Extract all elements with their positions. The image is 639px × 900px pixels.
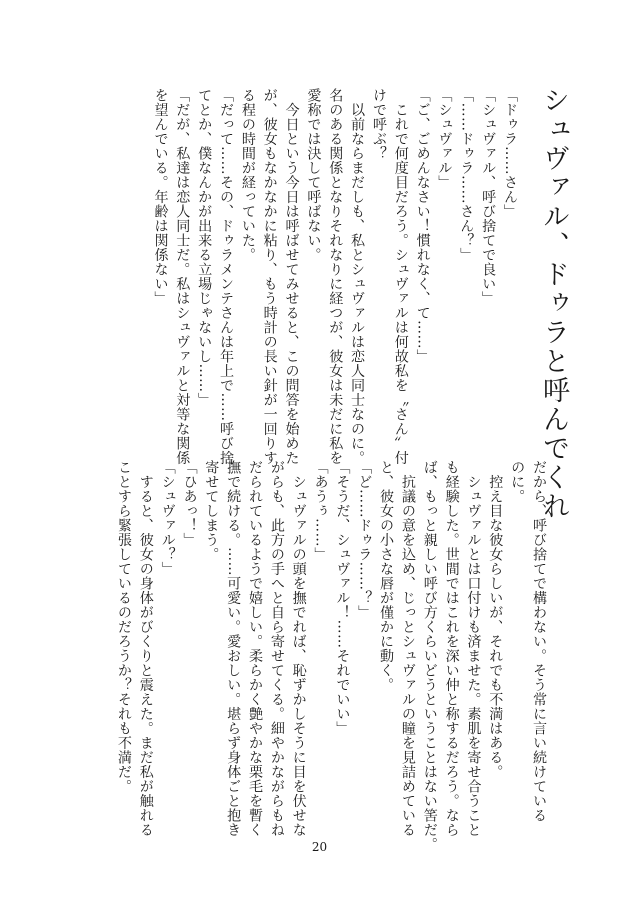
text-line: すると、彼女の身体がびくりと震えた。まだ私が触れる xyxy=(137,460,154,837)
text-line: 「シュヴァル、呼び捨てで良い」 xyxy=(480,88,497,306)
upper-text-block xyxy=(149,88,520,465)
text-line: ことすら緊張しているのだろうか？それも不満だ。 xyxy=(115,460,132,794)
page-number: 20 xyxy=(311,840,328,854)
text-line: だから、呼び捨てで構わない。そう常に言い続けている xyxy=(531,460,547,823)
text-line: 愛称では決して呼ばない。 xyxy=(305,88,322,262)
text-line: を望んでいる。年齢は関係ない」 xyxy=(152,88,169,306)
text-line: のに。 xyxy=(509,460,526,504)
text-line: 名のある関係となりそれなりに経つが、彼女は未だに私を xyxy=(327,88,344,465)
text-line: 撫で続ける。……可愛い。愛おしい。堪らず身体ごと抱き xyxy=(225,460,242,837)
text-line: 「そうだ、シュヴァル！……それでいい」 xyxy=(334,460,351,736)
text-line: も経験した。世間ではこれを深い仲と称するだろう。なら xyxy=(443,460,460,837)
text-line: 「ど……ドゥラ……？」 xyxy=(356,460,373,620)
text-line: 「だが、私達は恋人同士だ。私はシュヴァルと対等な関係 xyxy=(174,88,191,465)
text-line: てとか、僕なんかが出来る立場じゃないし……」 xyxy=(196,88,213,407)
text-line: 「ひあっ！」 xyxy=(181,460,198,547)
text-line: 以前ならまだしも、私とシュヴァルは恋人同士なのに。 xyxy=(349,88,366,465)
text-line: がらも、此方の手へと自ら寄せてくる。細やかながらもね xyxy=(268,460,285,837)
text-line: 「ドゥラ……さん」 xyxy=(502,88,518,219)
text-line: 「シュヴァル」 xyxy=(436,88,453,190)
text-line: シュヴァルとは口付けも済ませた。素肌を寄せ合うこと xyxy=(465,460,482,837)
text-line: シュヴァルの頭を撫でれば、恥ずかしそうに目を伏せな xyxy=(290,460,307,837)
text-line: 今日という今日は呼ばせてみせると、この問答を始めた xyxy=(283,88,300,465)
text-line: ば、もっと親しい呼び方くらいどうということはない筈だ。 xyxy=(421,460,438,852)
text-line: 「シュヴァル？」 xyxy=(159,460,176,576)
text-line: 寄せてしまう。 xyxy=(203,460,220,562)
text-line: が、彼女もなかなかに粘り、もう時計の長い針が一回りす xyxy=(261,88,278,465)
text-line: る程の時間が経っていた。 xyxy=(239,88,256,262)
text-line: 控え目な彼女らしいが、それでも不満はある。 xyxy=(487,460,504,779)
text-line: 「……ドゥラ……さん？」 xyxy=(458,88,475,262)
text-line: けで呼ぶ？ xyxy=(370,88,387,161)
text-line: 「ご、ごめんなさい！慣れなく、て……」 xyxy=(414,88,431,364)
text-line: と、彼女の小さな唇が僅かに動く。 xyxy=(378,460,395,692)
text-line: これで何度目だろう。シュヴァルは何故私を〝さん〟付 xyxy=(392,88,409,465)
text-line: 抗議の意を込め、じっとシュヴァルの瞳を見詰めている xyxy=(399,460,416,837)
text-line: だられているようで嬉しい。柔らかく艶やかな栗毛を暫く xyxy=(247,460,264,837)
chapter-title: シュヴァル、ドゥラと呼んでくれ xyxy=(538,86,569,521)
text-line: 「あうぅ……」 xyxy=(312,460,329,562)
text-line: 「だって……その、ドゥラメンテさんは年上で……呼び捨 xyxy=(218,88,235,465)
